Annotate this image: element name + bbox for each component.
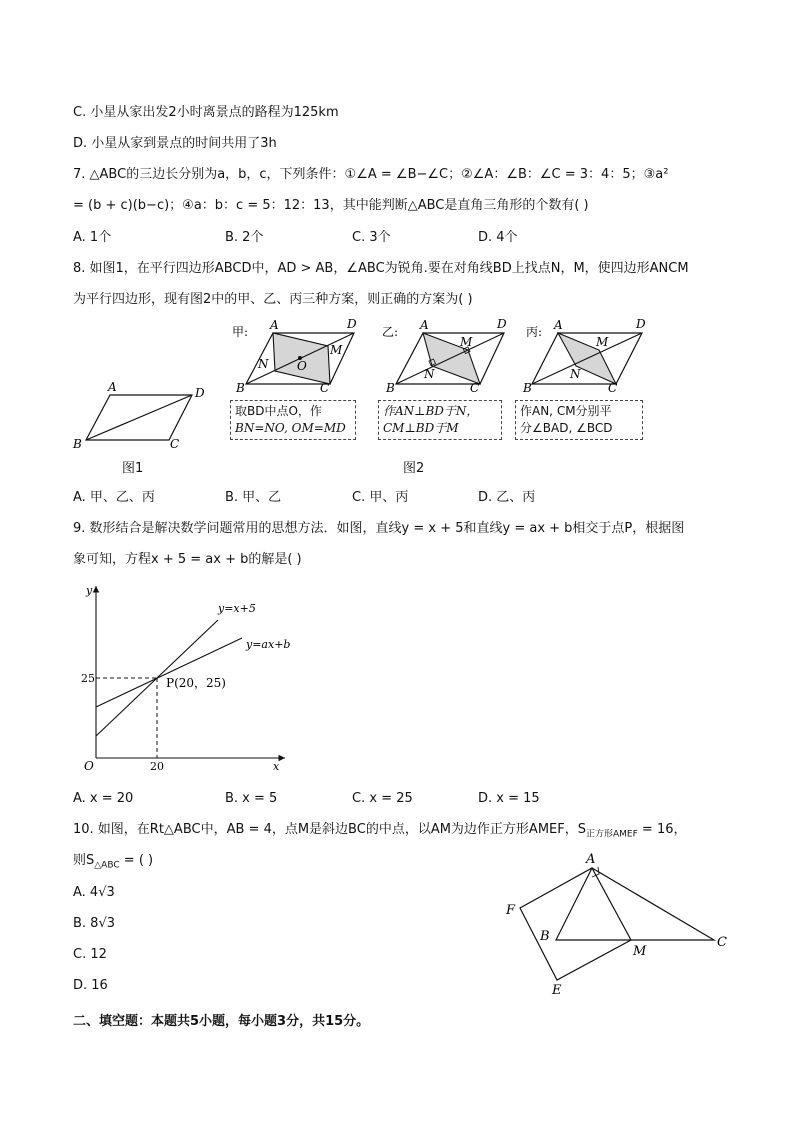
svg-text:A: A <box>554 318 563 332</box>
q10-triangle-subscript: △ABC <box>94 860 120 871</box>
svg-text:D: D <box>497 317 507 331</box>
triangle-abc <box>556 868 714 940</box>
svg-text:M: M <box>460 335 473 349</box>
q7-stem-line2: = (b + c)(b−c)；④a：b：c = 5：12：13，其中能判断△ABC是直角三角形的个数有( ) <box>73 198 589 213</box>
y-axis-label: y <box>86 584 93 597</box>
q10-stem-line2 <box>73 852 153 875</box>
fig1-label-c: C <box>170 437 180 451</box>
q7-stem-line1: 7. △ABC的三边长分别为a，b，c，下列条件：①∠A = ∠B−∠C；②∠A：∠B：∠C = 3：4：5；③a² <box>73 167 669 182</box>
section2-heading: 二、填空题：本题共5小题，每小题3分，共15分。 <box>73 1014 370 1029</box>
svg-text:D: D <box>636 317 646 331</box>
svg-text:A: A <box>586 852 596 867</box>
q9-option-d: D. x = 15 <box>478 791 540 806</box>
bing-method-line2: 分∠BAD, ∠BCD <box>520 421 613 435</box>
svg-text:E: E <box>552 983 562 998</box>
bing-method-line1: 作AN, CM分别平 <box>520 404 612 418</box>
fig1-label-b: B <box>73 437 82 451</box>
q10-option-b: B. 8√3 <box>73 916 116 931</box>
svg-text:N: N <box>424 367 435 381</box>
q7-option-d: D. 4个 <box>478 230 518 245</box>
q8-option-b: B. 甲、乙 <box>225 490 282 505</box>
origin-label: O <box>84 759 94 773</box>
q8-figure-yi <box>380 316 520 396</box>
svg-text:A: A <box>420 318 429 332</box>
svg-text:C: C <box>320 381 330 395</box>
svg-text:D: D <box>347 317 357 331</box>
square-amef <box>520 868 631 980</box>
q10-option-d: D. 16 <box>73 978 108 993</box>
svg-text:N: N <box>258 357 269 371</box>
q8-stem-line2: 为平行四边形，现有图2中的甲、乙、丙三种方案，则正确的方案为( ) <box>73 292 473 307</box>
line1-label: y=x+5 <box>218 602 256 615</box>
q9-stem-line1: 9. 数形结合是解决数学问题常用的思想方法．如图，直线y = x + 5和直线y = ax + b相交于点P，根据图 <box>73 521 685 536</box>
yi-name: 乙: <box>382 325 399 339</box>
q7-option-b: B. 2个 <box>225 230 264 245</box>
q8-option-c: C. 甲、丙 <box>352 490 409 505</box>
q8-option-a: A. 甲、乙、丙 <box>73 490 155 505</box>
svg-text:B: B <box>523 381 532 395</box>
q8-figure-bing <box>520 316 660 396</box>
fig1-label-a: A <box>108 380 117 394</box>
q10-stem-line1 <box>73 821 686 844</box>
y-tick-25: 25 <box>81 672 95 685</box>
yi-method-box <box>378 400 502 440</box>
q10-square-subscript: 正方形AMEF <box>585 829 638 840</box>
point-p-label: P(20，25) <box>166 676 226 690</box>
svg-text:B: B <box>540 929 550 944</box>
jia-name: 甲: <box>232 325 249 339</box>
q9-option-b: B. x = 5 <box>225 791 278 806</box>
fig1-caption: 图1 <box>122 461 144 476</box>
q10-stem-text: 10. 如图，在Rt△ABC中，AB = 4，点M是斜边BC的中点，以AM为边作正方形AMEF，S <box>73 822 586 837</box>
svg-text:M: M <box>596 335 609 349</box>
line-y-ax-plus-b <box>96 638 242 707</box>
q8-option-d: D. 乙、丙 <box>478 490 536 505</box>
q7-option-c: C. 3个 <box>352 230 391 245</box>
q7-option-a: A. 1个 <box>73 230 112 245</box>
q10-option-a: A. 4√3 <box>73 885 115 900</box>
svg-text:A: A <box>270 318 279 332</box>
q10-option-c: C. 12 <box>73 947 107 962</box>
q9-option-c: C. x = 25 <box>352 791 413 806</box>
q10-figure <box>498 848 738 998</box>
q6-option-c: C. 小星从家出发2小时离景点的路程为125km <box>73 105 339 120</box>
q10-question-text: 则S <box>73 853 95 868</box>
svg-text:F: F <box>506 903 516 918</box>
fig2-caption: 图2 <box>403 461 425 476</box>
svg-text:C: C <box>608 381 618 395</box>
q6-option-d: D. 小星从家到景点的时间共用了3h <box>73 136 277 151</box>
fig1-diagonal-bd <box>86 395 192 440</box>
line2-label: y=ax+b <box>246 638 291 651</box>
yi-method-line1: 作AN⊥BD于N， <box>383 404 479 418</box>
q9-option-a: A. x = 20 <box>73 791 134 806</box>
jia-method-line2: BN=NO, OM=MD <box>235 421 346 435</box>
svg-text:C: C <box>717 935 727 950</box>
svg-text:C: C <box>470 381 480 395</box>
svg-text:B: B <box>236 381 245 395</box>
svg-text:M: M <box>330 343 343 357</box>
q8-figure1 <box>66 378 216 453</box>
svg-text:B: B <box>386 381 395 395</box>
bing-name: 丙: <box>526 325 543 339</box>
x-axis-label: x <box>273 760 280 773</box>
x-tick-20: 20 <box>150 760 164 773</box>
svg-text:M: M <box>633 944 647 959</box>
yi-method-line2: CM⊥BD于M <box>383 421 459 435</box>
bing-method-box <box>515 400 643 440</box>
q9-stem-line2: 象可知，方程x + 5 = ax + b的解是( ) <box>73 552 302 567</box>
q10-stem-value: = 16， <box>637 822 687 837</box>
fig1-label-d: D <box>195 386 205 400</box>
q9-graph <box>70 578 300 778</box>
jia-method-line1: 取BD中点O，作 <box>235 404 322 418</box>
svg-text:N: N <box>570 367 581 381</box>
q8-figure-jia <box>230 316 370 396</box>
q8-stem-line1: 8. 如图1，在平行四边形ABCD中，AD > AB，∠ABC为锐角.要在对角线BD上找点N，M，使四边形ANCM <box>73 261 689 276</box>
jia-method-box <box>230 400 356 440</box>
svg-text:O: O <box>297 359 307 373</box>
q10-question-end: = ( ) <box>119 853 154 868</box>
